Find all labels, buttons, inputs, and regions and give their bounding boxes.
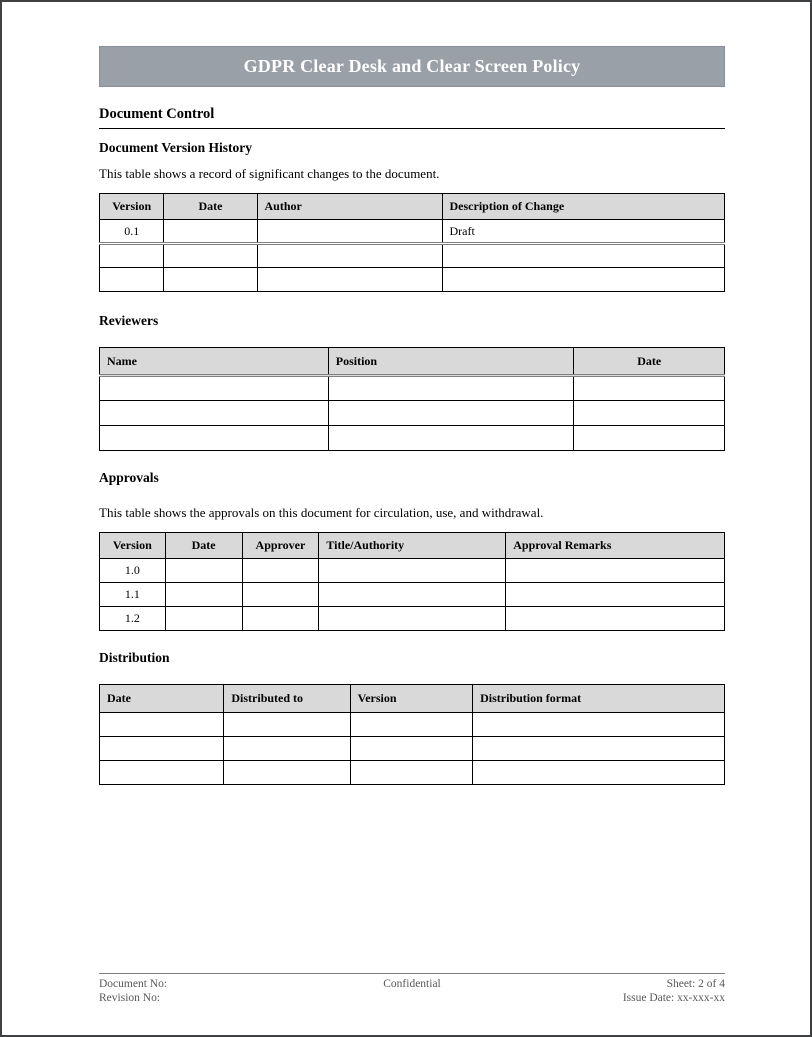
table-cell [242,559,319,583]
table-cell: 1.2 [100,607,166,631]
distribution-table [99,684,725,785]
table-row [100,713,725,737]
table-row [100,426,725,451]
table-cell [164,220,257,244]
table-cell [165,559,242,583]
table-cell [473,761,725,785]
table-cell [506,583,725,607]
table-row [100,607,725,631]
approvals-description: This table shows the approvals on this document for circulation, use, and withdrawal. [99,505,544,520]
table-cell [442,244,725,268]
column-header: Version [100,533,166,559]
column-header: Version [100,194,164,220]
footer-revision-no: Revision No: [99,992,161,1004]
table-row [100,376,725,401]
table-cell [100,268,164,292]
column-header: Date [100,685,224,713]
table-header-row [100,348,725,376]
table-row [100,401,725,426]
table-cell: 0.1 [100,220,164,244]
table-cell [164,244,257,268]
column-header: Distributed to [224,685,350,713]
column-header: Position [328,348,574,376]
table-cell [319,607,506,631]
reviewers-table [99,347,725,451]
table-cell [257,268,442,292]
page-content [99,2,725,785]
reviewers-heading: Reviewers [99,313,159,328]
footer-sheet: Sheet: 2 of 4 [666,978,726,990]
table-header-row [100,194,725,220]
table-cell: Draft [442,220,725,244]
table-cell [574,401,725,426]
table-row [100,761,725,785]
version-history-description: This table shows a record of significant changes to the document. [99,166,440,181]
column-header: Distribution format [473,685,725,713]
column-header: Name [100,348,329,376]
table-cell: 1.0 [100,559,166,583]
column-header: Title/Authority [319,533,506,559]
table-cell [350,713,473,737]
table-cell [328,426,574,451]
column-header: Date [164,194,257,220]
table-row [100,268,725,292]
table-header-row [100,685,725,713]
footer-issue-date: Issue Date: xx-xxx-xx [622,992,726,1004]
approvals-table [99,532,725,631]
table-cell [574,426,725,451]
table-cell [319,583,506,607]
table-cell [257,220,442,244]
table-row [100,244,725,268]
column-header: Date [165,533,242,559]
table-cell [100,737,224,761]
document-title: GDPR Clear Desk and Clear Screen Policy [243,56,581,76]
table-cell [506,559,725,583]
page-footer [99,973,725,1005]
table-cell [473,737,725,761]
table-cell [242,607,319,631]
document-control-heading: Document Control [99,106,725,129]
table-cell [224,761,350,785]
table-cell [224,713,350,737]
column-header: Description of Change [442,194,725,220]
table-cell [100,401,329,426]
table-cell [442,268,725,292]
footer-confidential: Confidential [383,978,441,990]
table-cell: 1.1 [100,583,166,607]
table-row [100,220,725,244]
table-cell [319,559,506,583]
table-cell [100,376,329,401]
table-cell [165,607,242,631]
footer-document-no: Document No: [99,978,168,990]
footer-left [99,977,308,1005]
table-cell [165,583,242,607]
table-cell [224,737,350,761]
table-row [100,559,725,583]
column-header: Version [350,685,473,713]
footer-right [516,977,725,1005]
table-cell [574,376,725,401]
table-cell [506,607,725,631]
table-header-row [100,533,725,559]
column-header: Approver [242,533,319,559]
table-cell [257,244,442,268]
table-cell [328,376,574,401]
table-cell [350,761,473,785]
table-cell [242,583,319,607]
table-cell [100,244,164,268]
table-row [100,737,725,761]
column-header: Approval Remarks [506,533,725,559]
column-header: Date [574,348,725,376]
version-history-heading: Document Version History [99,140,252,155]
table-cell [100,761,224,785]
table-cell [100,426,329,451]
table-cell [473,713,725,737]
table-row [100,583,725,607]
table-cell [100,713,224,737]
distribution-heading: Distribution [99,650,170,665]
footer-center [308,977,517,1005]
table-cell [350,737,473,761]
table-cell [164,268,257,292]
title-banner [99,46,725,87]
approvals-heading: Approvals [99,470,159,485]
table-cell [328,401,574,426]
column-header: Author [257,194,442,220]
version-history-table [99,193,725,292]
